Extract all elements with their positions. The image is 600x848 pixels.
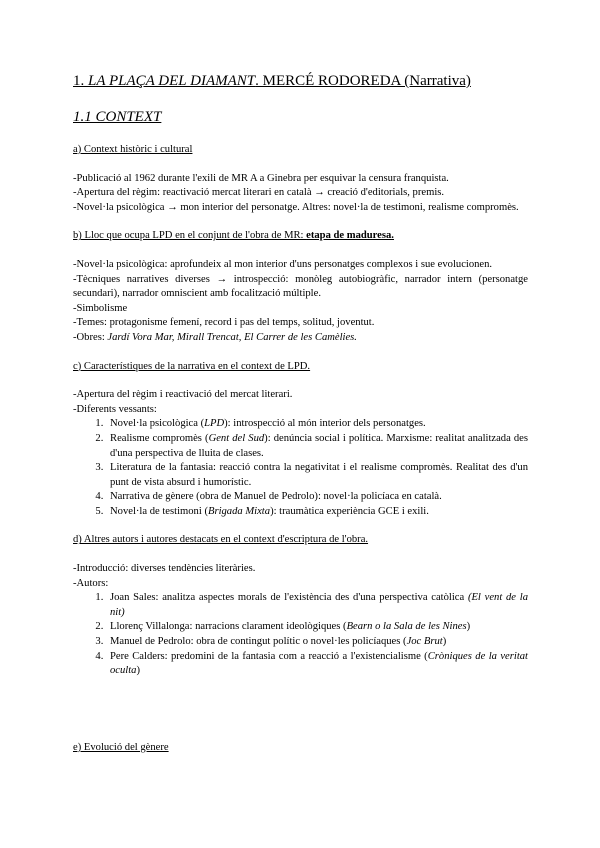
section-b-heading [73,229,528,244]
section-d-intro: -Introducció: diverses tendències literàries. [73,563,256,575]
section-c-heading: c) Característiques de la narrativa en el context de LPD. [73,360,311,372]
title-work: LA PLAÇA DEL DIAMANT [88,73,256,89]
list-item: 5. Novel·la de testimoni (Brigada Mixta): traumàtica experiència GCE i exili. [106,505,528,520]
section-b-heading-text: b) Lloc que ocupa LPD en el conjunt de l'obra de MR: [73,230,304,242]
list-item: 2. Realisme compromès (Gent del Sud): denúncia social i política. Marxisme: realitat analitzada des d'una perspectiva de lluita de clases. [106,432,528,461]
section-c-list [73,417,528,519]
section-b-item: -Temes: protagonisme femení, record i pas del temps, solitud, joventut. [73,317,375,329]
list-item: 4. Narrativa de gènere (obra de Manuel de Pedrolo): novel·la policíaca en català. [106,490,528,505]
section-a-item: -Novel·la psicològica → mon interior del personatge. Altres: novel·la de testimoni, realisme compromès. [73,201,519,213]
title-author: . MERCÉ RODOREDA (Narrativa) [255,73,471,89]
section-b-item: -Novel·la psicològica: aprofundeix al mon interior d'uns personatges complexos i sue evolucionen. [73,258,493,270]
section-c-intro: -Diferents vessants: [73,403,157,415]
section-a-item: -Apertura del règim: reactivació mercat literari en català → creació d'editorials, premis. [73,187,445,199]
list-item: 4. Pere Calders: predomini de la fantasia com a reacció a l'existencialisme (Cròniques de la veritat oculta) [106,650,528,679]
section-e-heading: e) Evolució del gènere [73,741,169,753]
section-d-list [73,591,528,679]
list-item: 1. Joan Sales: analitza aspectes morals de l'existència des d'una perspectiva catòlica (El vent de la nit) [106,591,528,620]
section-b-item: -Simbolisme [73,302,128,314]
section-d-intro: -Autors: [73,577,109,589]
list-item: 1. Novel·la psicològica (LPD): introspecció al món interior dels personatges. [106,417,528,432]
section-a-heading: a) Context històric i cultural [73,144,193,155]
works-list: Jardí Vora Mar, Mirall Trencat, El Carrer de les Camèlies. [107,331,357,343]
document-title [73,72,528,90]
works-label: -Obres: [73,331,108,343]
title-number: 1. [73,73,88,89]
list-item: 3. Manuel de Pedrolo: obra de contingut polític o novel·les policíaques (Joc Brut) [106,635,528,650]
section-b-item: -Tècniques narratives diverses → introspecció: monòleg autobiogràfic, narrador intern (personatge secundari), narrador omniscient amb focalització múltiple. [73,273,528,300]
section-c-intro: -Apertura del règim i reactivació del mercat literari. [73,389,293,401]
list-item: 3. Literatura de la fantasia: reacció contra la negativitat i el realisme compromès. Realitat des d'un punt de vista absurd i humorístic. [106,461,528,490]
section-b-works [73,331,528,346]
section-b-heading-strong: etapa de maduresa. [306,230,394,242]
context-heading: 1.1 CONTEXT [73,109,162,125]
section-a-item: -Publicació al 1962 durante l'exili de MR A a Ginebra per esquivar la censura franquista. [73,172,449,184]
list-item: 2. Llorenç Villalonga: narracions clarament ideològiques (Bearn o la Sala de les Nines) [106,620,528,635]
section-d-heading: d) Altres autors i autores destacats en el context d'escriptura de l'obra. [73,534,369,546]
